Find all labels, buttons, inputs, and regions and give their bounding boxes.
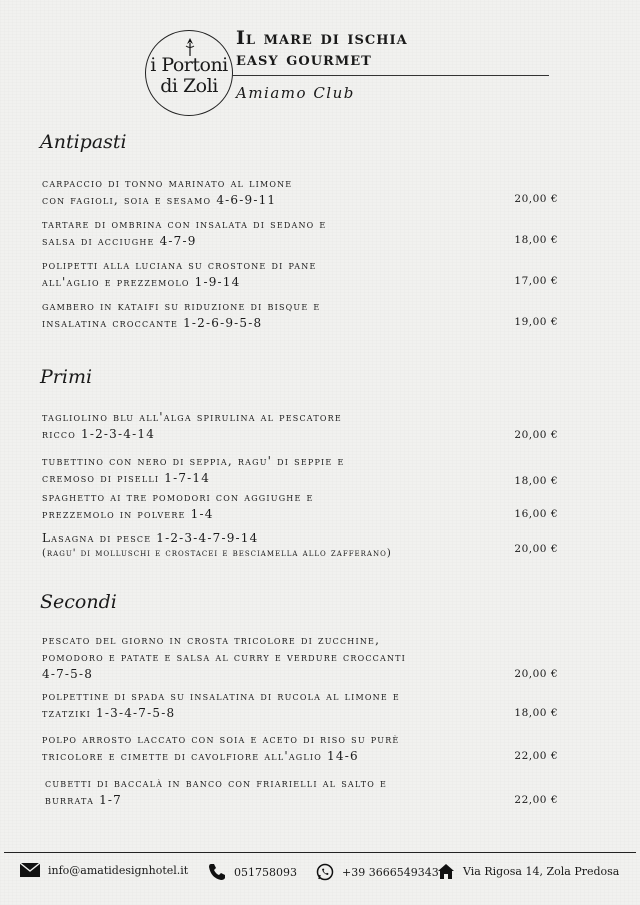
menu-item-price: 20,00 €	[514, 668, 558, 680]
menu-item	[42, 453, 602, 487]
whatsapp-icon	[316, 863, 334, 881]
menu-item-price: 16,00 €	[514, 508, 558, 520]
section-title-antipasti: Antipasti	[40, 131, 127, 153]
footer-address[interactable]	[437, 863, 619, 880]
menu-item-note: (ragu' di molluschi e crostacei e besciamella allo zafferano)	[42, 548, 392, 559]
footer-phone-text[interactable]: 051758093	[234, 865, 297, 879]
menu-item	[42, 175, 602, 209]
logo	[145, 30, 233, 116]
logo-text-line2: di Zoli	[160, 75, 218, 97]
menu-item-text: polpettine di spada su insalatina di rucola al limone e tzatziki 1-3-4-7-5-8	[42, 689, 400, 720]
menu-item	[42, 731, 602, 765]
footer-whatsapp-text[interactable]: +39 3666549343	[342, 865, 439, 879]
menu-item-price: 20,00 €	[514, 429, 558, 441]
menu-item	[42, 409, 602, 443]
menu-item	[42, 688, 602, 722]
menu-item-text: cubetti di baccalà in banco con friarielli al salto e burrata 1-7	[45, 776, 388, 807]
section-title-secondi: Secondi	[40, 591, 117, 613]
menu-item-price: 20,00 €	[514, 543, 558, 555]
menu-item	[42, 257, 602, 291]
menu-item-text: Lasagna di pesce 1-2-3-4-7-9-14	[42, 531, 259, 545]
menu-item-price: 22,00 €	[514, 750, 558, 762]
menu-item	[42, 530, 602, 561]
menu-item-text: tagliolino blu all'alga spirulina al pescatore ricco 1-2-3-4-14	[42, 410, 342, 441]
menu-item-price: 22,00 €	[514, 794, 558, 806]
menu-item-text: gambero in kataifi su riduzione di bisque e insalatina croccante 1-2-6-9-5-8	[42, 299, 321, 330]
footer-divider	[4, 852, 636, 853]
menu-item-price: 18,00 €	[514, 475, 558, 487]
footer-address-text[interactable]: Via Rigosa 14, Zola Predosa	[463, 865, 620, 878]
menu-item-price: 19,00 €	[514, 316, 558, 328]
menu-item-text: tartare di ombrina con insalata di sedano e salsa di acciughe 4-7-9	[42, 217, 327, 248]
menu-item-text: polpo arrosto laccato con soia e aceto di riso su purè tricolore e cimette di cavolfiore all'aglio 14-6	[42, 732, 400, 763]
menu-item-text: carpaccio di tonno marinato al limone con fagioli, soia e sesamo 4-6-9-11	[42, 176, 293, 207]
menu-item	[42, 298, 602, 332]
header-title-line1: Il mare di ischia	[236, 27, 408, 49]
footer-phone[interactable]	[208, 863, 297, 881]
header-divider	[232, 75, 549, 76]
menu-item-price: 18,00 €	[514, 234, 558, 246]
menu-item-price: 17,00 €	[514, 275, 558, 287]
menu-item-text: pescato del giorno in crosta tricolore di zucchine, pomodoro e patate e salsa al curry e verdure croccanti 4-7-5-8	[42, 633, 407, 681]
footer-whatsapp[interactable]	[316, 863, 439, 881]
footer-email[interactable]	[20, 863, 188, 877]
menu-item-text: tubettino con nero di seppia, ragu' di seppie e cremoso di piselli 1-7-14	[42, 454, 345, 485]
menu-item	[42, 632, 602, 683]
menu-item-price: 18,00 €	[514, 707, 558, 719]
menu-item	[42, 216, 602, 250]
logo-text-line1: i Portoni	[150, 54, 228, 76]
menu-item	[42, 775, 602, 809]
footer-email-text[interactable]: info@amatidesignhotel.it	[48, 863, 189, 877]
section-title-primi: Primi	[40, 366, 93, 388]
header-subtitle: Amiamo Club	[236, 84, 355, 102]
menu-item-text: polipetti alla luciana su crostone di pane all'aglio e prezzemolo 1-9-14	[42, 258, 317, 289]
envelope-icon	[20, 863, 40, 877]
menu-item-text: spaghetto ai tre pomodori con aggiughe e prezzemolo in polvere 1-4	[42, 490, 314, 521]
phone-icon	[208, 863, 226, 881]
house-icon	[437, 863, 455, 880]
menu-item	[42, 489, 602, 523]
menu-item-price: 20,00 €	[514, 193, 558, 205]
header-title-line2: easy gourmet	[236, 48, 372, 70]
